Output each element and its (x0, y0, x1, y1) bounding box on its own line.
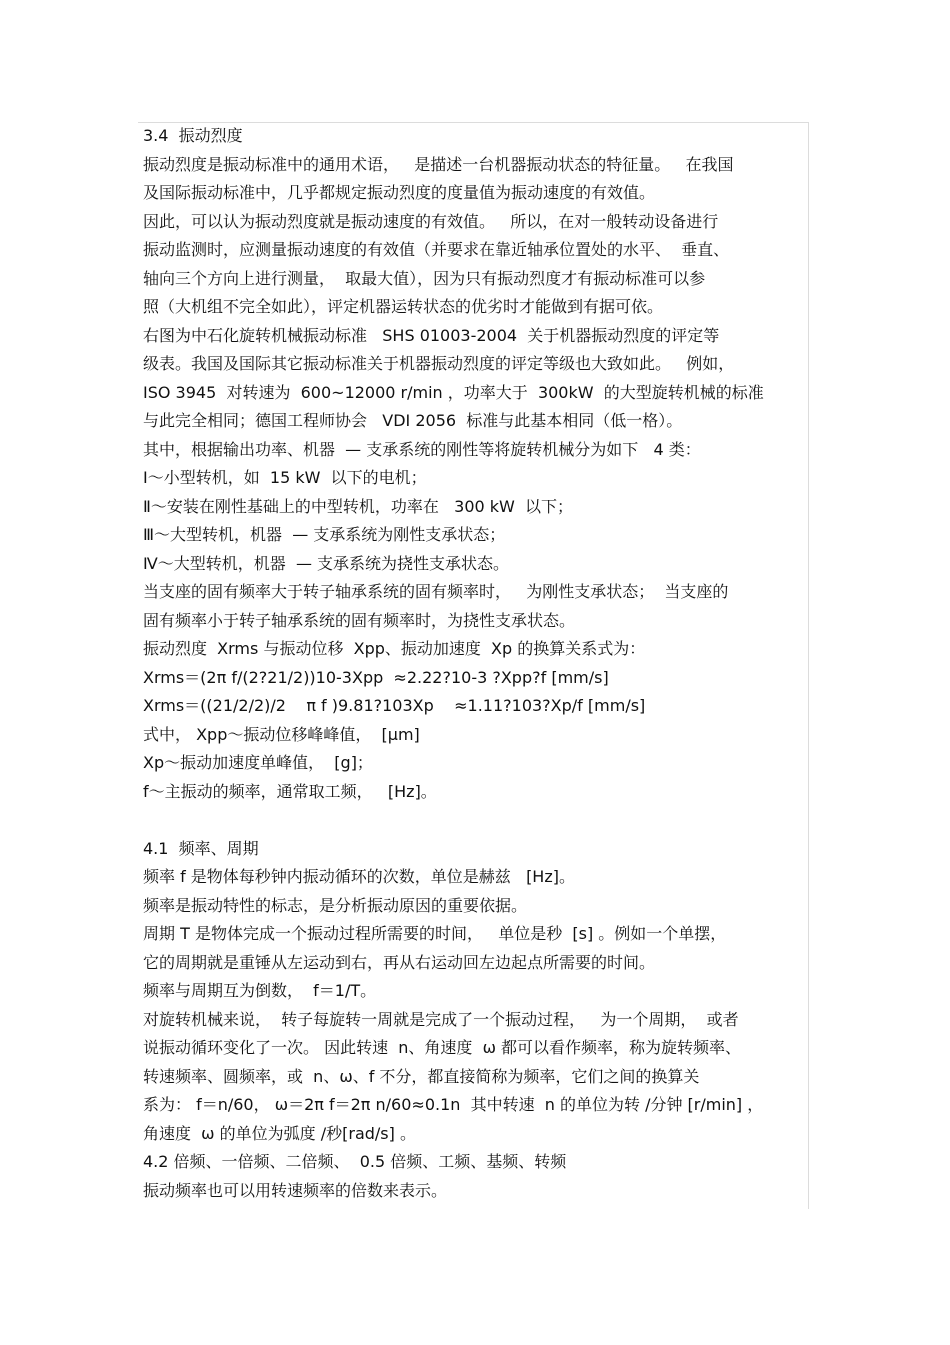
paragraph-line: 及国际振动标准中，几乎都规定振动烈度的度量值为振动速度的有效值。 (143, 183, 656, 202)
paragraph-line: ISO 3945 对转速为 600~12000 r/min ，功率大于 300kW 的大型旋转机械的标准 (143, 382, 764, 402)
paragraph-line: 角速度 ω 的单位为弧度 /秒[rad/s] 。 (143, 1123, 416, 1143)
paragraph-line: 级表。我国及国际其它振动标准关于机器振动烈度的评定等级也大致如此。 例如， (143, 354, 735, 373)
paragraph-line: 右图为中石化旋转机械振动标准 SHS 01003-2004 关于机器振动烈度的评定等 (143, 325, 720, 345)
blank-line (143, 806, 811, 835)
paragraph-line: 振动监测时，应测量振动速度的有效值（并要求在靠近轴承位置处的水平、 垂直、 (143, 240, 730, 259)
formula-line: Xrms＝(2π f/(2?21/2))10-3Xpp ≈2.22?10-3 ?Xpp?f [mm/s] (143, 667, 609, 687)
paragraph-line: 振动频率也可以用转速频率的倍数来表示。 (143, 1180, 448, 1200)
paragraph-line: f～主振动的频率，通常取工频， [Hz]。 (143, 781, 437, 801)
paragraph-line: Xp～振动加速度单峰值， [g]； (143, 753, 373, 772)
paragraph-line: 当支座的固有频率大于转子轴承系统的固有频率时， 为刚性支承状态； 当支座的 (143, 582, 729, 601)
paragraph-line: 因此，可以认为振动烈度就是振动速度的有效值。 所以，在对一般转动设备进行 (143, 211, 719, 231)
list-item: Ⅰ～小型转机，如 15 kW 以下的电机； (143, 468, 427, 487)
paragraph-line: 它的周期就是重锤从左运动到右，再从右运动回左边起点所需要的时间。 (143, 952, 656, 972)
section-heading-4-2: 4.2 倍频、一倍频、二倍频、 0.5 倍频、工频、基频、转频 (143, 1152, 567, 1171)
paragraph-line: 轴向三个方向上进行测量， 取最大值），因为只有振动烈度才有振动标准可以参 (143, 268, 706, 288)
paragraph-line: 周期 T 是物体完成一个振动过程所需要的时间， 单位是秒 [s] 。例如一个单摆， (143, 924, 727, 943)
paragraph-line: 说振动循环变化了一次。 因此转速 n、角速度 ω 都可以看作频率，称为旋转频率、 (143, 1038, 742, 1057)
list-item: Ⅱ～安装在刚性基础上的中型转机，功率在 300 kW 以下； (143, 496, 574, 516)
section-heading-3-4: 3.4 振动烈度 (143, 126, 243, 145)
list-item: Ⅲ～大型转机，机器 — 支承系统为刚性支承状态； (143, 525, 506, 544)
paragraph-line: 对旋转机械来说， 转子每旋转一周就是完成了一个振动过程， 为一个周期， 或者 (143, 1009, 739, 1029)
paragraph-line: 其中，根据输出功率、机器 — 支承系统的刚性等将旋转机械分为如下 4 类： (143, 439, 701, 459)
paragraph-line: 频率是振动特性的标志，是分析振动原因的重要依据。 (143, 895, 528, 915)
paragraph-line: 转速频率、圆频率，或 n、ω、f 不分，都直接简称为频率，它们之间的换算关 (143, 1066, 700, 1086)
paragraph-line: 照（大机组不完全如此），评定机器运转状态的优劣时才能做到有据可依。 (143, 297, 664, 316)
paragraph-line: 固有频率小于转子轴承系统的固有频率时，为挠性支承状态。 (143, 610, 576, 630)
paragraph-line: 式中， Xpp～振动位移峰峰值， [μm] (143, 724, 420, 744)
section-heading-4-1: 4.1 频率、周期 (143, 838, 259, 858)
paragraph-line: 系为： f＝n/60， ω＝2π f＝2π n/60≈0.1n 其中转速 n 的单位为转 /分钟 [r/min] ， (143, 1095, 764, 1114)
paragraph-line: 振动烈度 Xrms 与振动位移 Xpp、振动加速度 Xp 的换算关系式为： (143, 639, 646, 658)
paragraph-line: 振动烈度是振动标准中的通用术语， 是描述一台机器振动状态的特征量。 在我国 (143, 154, 734, 174)
paragraph-line: 与此完全相同；德国工程师协会 VDI 2056 标准与此基本相同（低一格）。 (143, 411, 683, 430)
formula-line: Xrms＝((21/2/2)/2 π f )9.81?103Xp ≈1.11?103?Xp/f [mm/s] (143, 696, 646, 715)
document-body (143, 122, 811, 1205)
list-item: Ⅳ～大型转机，机器 — 支承系统为挠性支承状态。 (143, 553, 510, 573)
paragraph-line: 频率 f 是物体每秒钟内振动循环的次数，单位是赫兹 [Hz]。 (143, 867, 575, 886)
paragraph-line: 频率与周期互为倒数， f＝1/T。 (143, 981, 377, 1000)
